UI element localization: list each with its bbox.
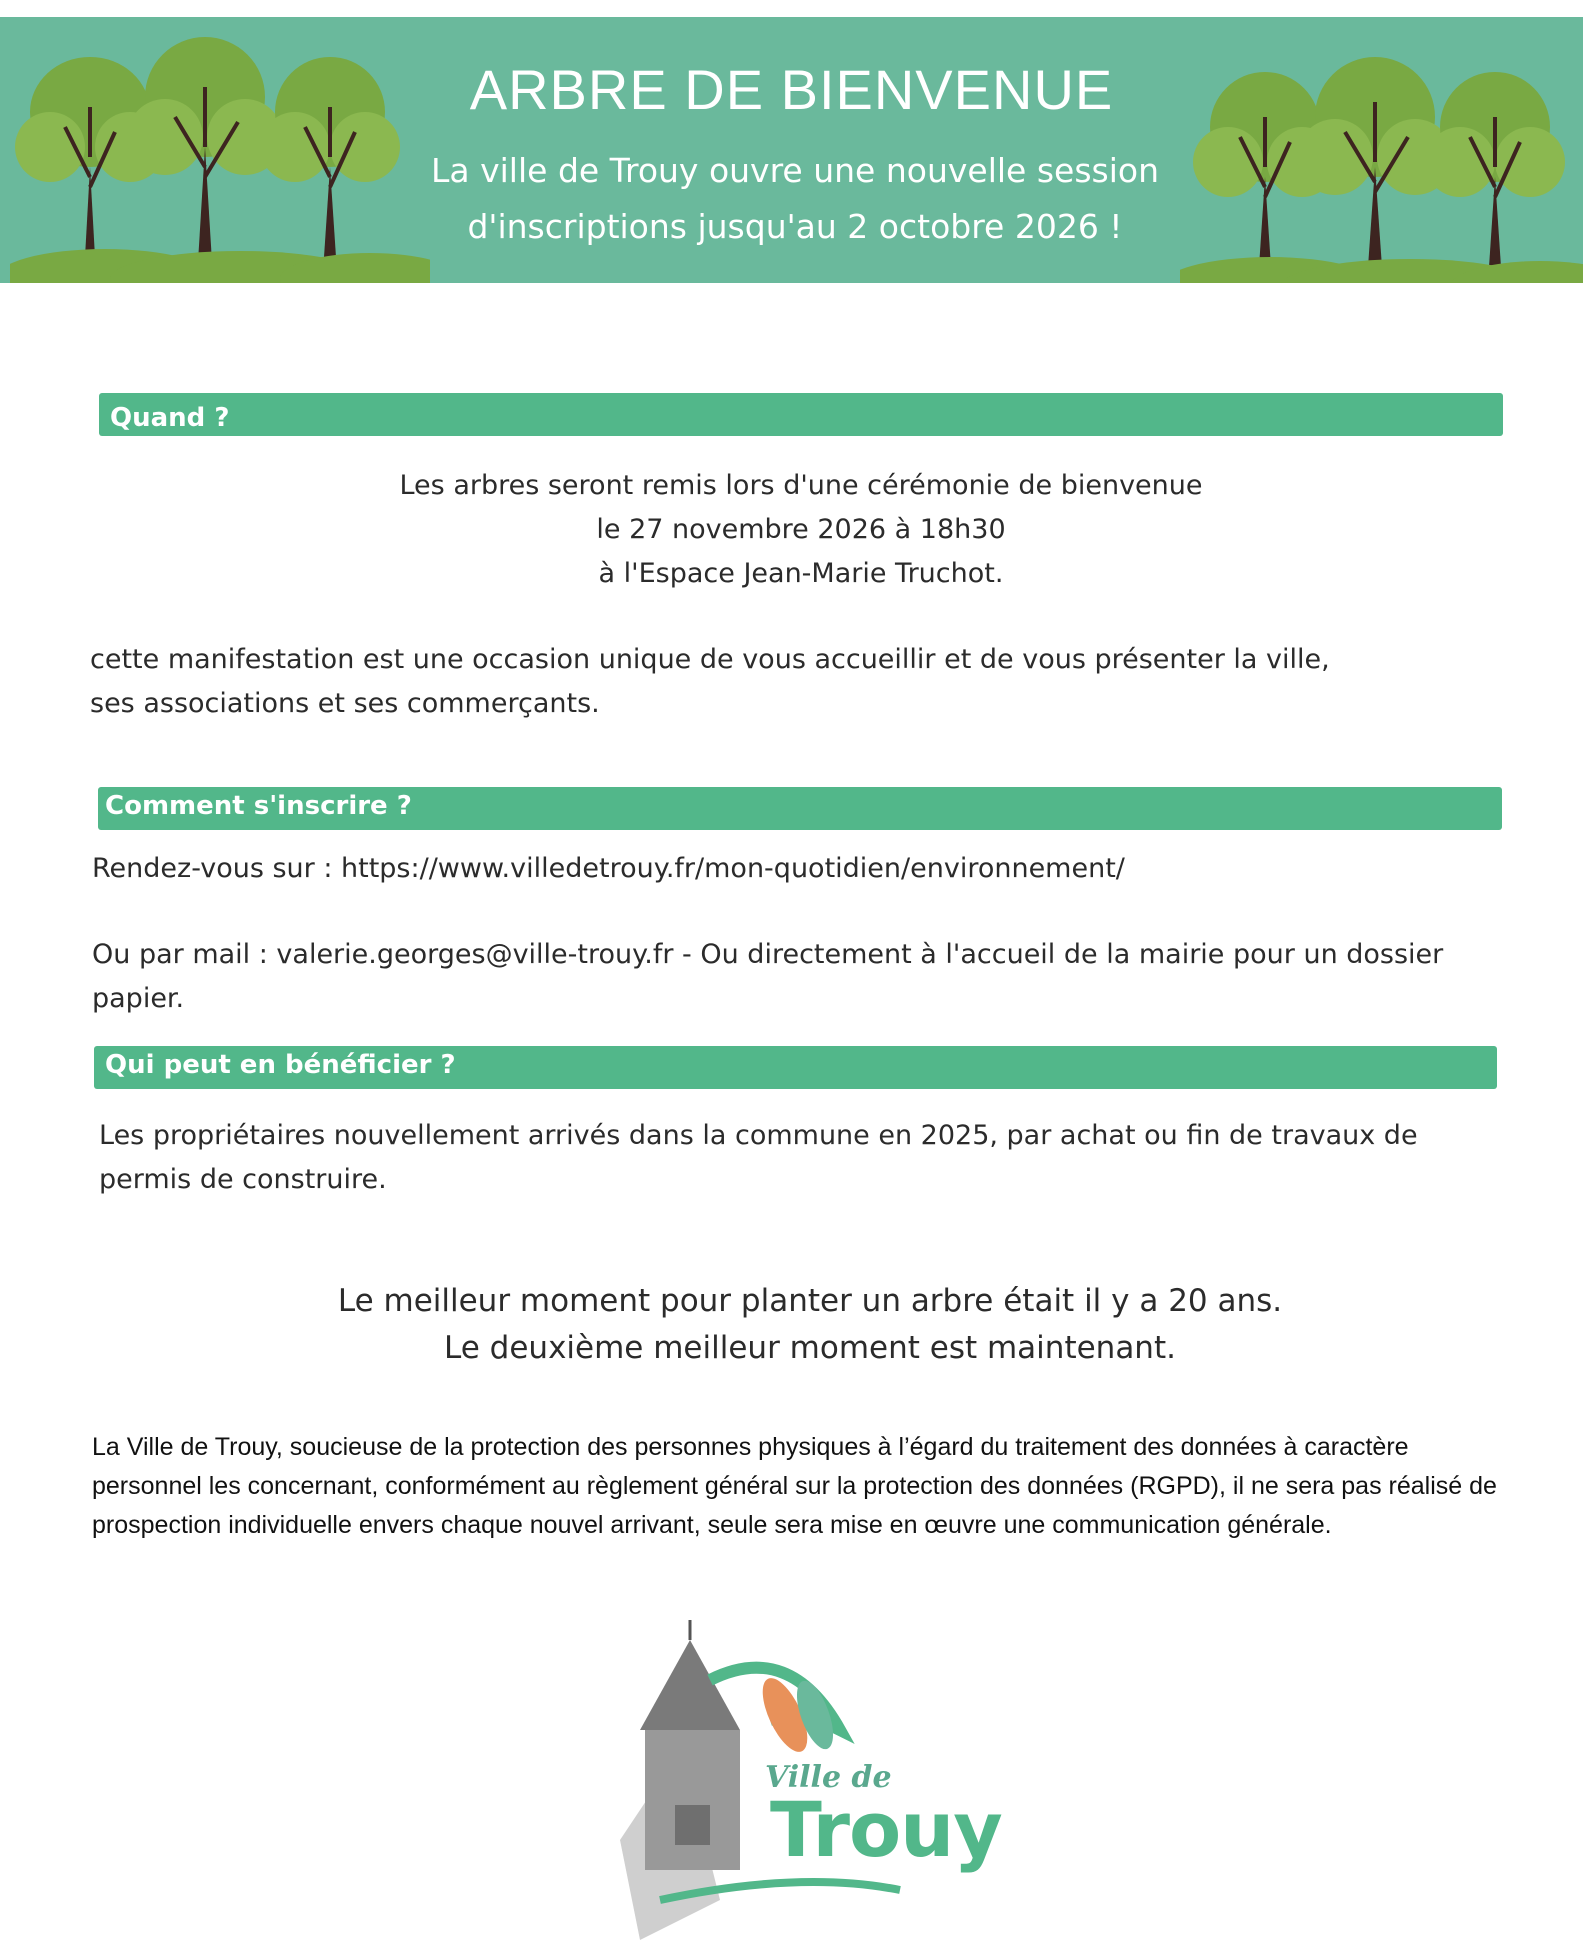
quote-line1: Le meilleur moment pour planter un arbre était il y a 20 ans. xyxy=(337,1283,1283,1319)
beneficier-line1: Les propriétaires nouvellement arrivés dans la commune en 2025, par achat ou fin de travaux de xyxy=(99,1120,1418,1151)
section-heading-inscrire: Comment s'inscrire ? xyxy=(98,787,1502,830)
banner-subtitle-line2: d'inscriptions jusqu'au 2 octobre 2026 ! xyxy=(467,207,1123,246)
inscrire-mail-cont: papier. xyxy=(92,983,185,1014)
quand-paragraph xyxy=(90,638,1530,726)
section-heading-quand: Quand ? xyxy=(99,393,1503,436)
beneficier-line2: permis de construire. xyxy=(99,1164,387,1195)
banner-subtitle xyxy=(380,143,1210,255)
section-heading-beneficier: Qui peut en bénéficier ? xyxy=(94,1046,1497,1089)
inscrire-mail: Ou par mail : valerie.georges@ville-trouy.fr - Ou directement à l'accueil de la mairie pour un dossier xyxy=(92,939,1444,970)
quand-details xyxy=(99,464,1503,596)
quand-line3: à l'Espace Jean-Marie Truchot. xyxy=(598,558,1004,589)
legal-notice: La Ville de Trouy, soucieuse de la protection des personnes physiques à l’égard du traitement des données à caractère personnel les concernant, conformément au règlement général sur la protection des données (RGPD), il ne sera pas réalisé de prospection individuelle envers chaque nouvel arrivant, seule sera mise en œuvre une communication générale. xyxy=(92,1433,1497,1539)
inscrire-website: Rendez-vous sur : https://www.villedetrouy.fr/mon-quotidien/environnement/ xyxy=(92,853,1125,884)
banner-title: ARBRE DE BIENVENUE xyxy=(469,58,1114,121)
logo-small-text: Ville de xyxy=(765,1760,892,1795)
inscrire-details xyxy=(92,847,1532,1021)
spacer xyxy=(92,891,1532,933)
ville-de-trouy-logo xyxy=(600,1620,1020,1940)
tree-icon xyxy=(1425,72,1565,267)
trees-right-illustration xyxy=(1180,17,1583,283)
quote xyxy=(260,1278,1360,1372)
quote-line2: Le deuxième meilleur moment est maintenant. xyxy=(444,1330,1176,1366)
quand-para-line2: ses associations et ses commerçants. xyxy=(90,688,600,719)
banner-subtitle-line1: La ville de Trouy ouvre une nouvelle session xyxy=(431,151,1159,190)
quand-line1: Les arbres seront remis lors d'une cérémonie de bienvenue xyxy=(399,470,1203,501)
quand-para-line1: cette manifestation est une occasion unique de vous accueillir et de vous présenter la ville, xyxy=(90,644,1330,675)
quand-line2: le 27 novembre 2026 à 18h30 xyxy=(596,514,1006,545)
header-banner xyxy=(0,17,1583,283)
logo-big-text: Trouy xyxy=(770,1785,1002,1874)
beneficier-details xyxy=(99,1114,1529,1202)
